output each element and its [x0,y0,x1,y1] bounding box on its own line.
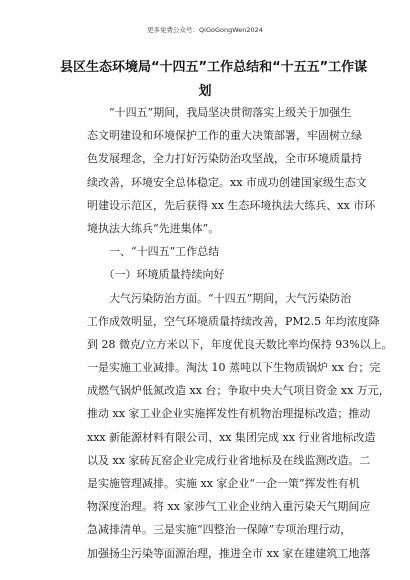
body-line: 急减排清单。三是实施“四整治一保障”专项治理行动， [87,523,352,537]
body-line: 大气污染防治方面。“十四五”期间，大气污染防治 [87,291,352,305]
body-line: 续改善，环境安全总体稳定。xx 市成功创建国家级生态文 [87,175,367,189]
body-line: 工作成效明显，空气环境质量持续改善，PM2.5 年均浓度降 [87,314,380,328]
body-line: 成燃气锅炉低氮改造 xx 台；争取中央大气项目资金 xx 万元， [87,384,390,398]
document-title-line-2: 划 [198,84,212,99]
body-line: 明建设示范区，先后获得 xx 生态环境执法大练兵、xx 市环 [87,198,376,212]
body-line: 到 28 微克/立方米以下，年度优良天数比率均保持 93%以上。 [87,337,393,351]
header-note: 更多免费公众号：QiGoGongWen2024 [147,26,263,34]
body-line: 物深度治理。将 xx 家涉气工业企业纳入重污染天气期间应 [87,500,371,514]
document-body [87,101,393,565]
body-line: 是实施管理减排。实施 xx 家企业“一企一策”挥发性有机 [87,477,360,490]
document-title-line-1: 县区生态环境局“十四五”工作总结和“十五五”工作谋 [60,60,368,75]
body-line: 态文明建设和环境保护工作的重大决策部署，牢固树立绿 [87,129,362,143]
body-line: “十四五”期间，我局坚决贯彻落实上级关于加强生 [87,106,352,119]
body-line: 加强扬尘污染等面源治理，推进全市 xx 家在建建筑工地落 [87,546,371,560]
body-line: 境执法大练兵“先进集体”。 [87,221,220,235]
section-heading: 一、“十四五”工作总结 [87,245,220,259]
body-line: 一是实施工业减排。淘汰 10 蒸吨以下生物质锅炉 xx 台；完 [87,361,381,375]
body-line: 色发展理念，全力打好污染防治攻坚战，全市环境质量持 [87,152,362,166]
body-line: 推动 xx 家工业企业实施挥发性有机物治理提标改造；推动 [87,407,371,421]
body-line: 以及 xx 家砖瓦窑企业完成行业省地标及在线监测改造。二 [87,453,371,467]
body-line: xxx 新能源材料有限公司、xx 集团完成 xx 行业省地标改造 [87,430,376,444]
subsection-heading: （一）环境质量持续向好 [87,268,225,282]
